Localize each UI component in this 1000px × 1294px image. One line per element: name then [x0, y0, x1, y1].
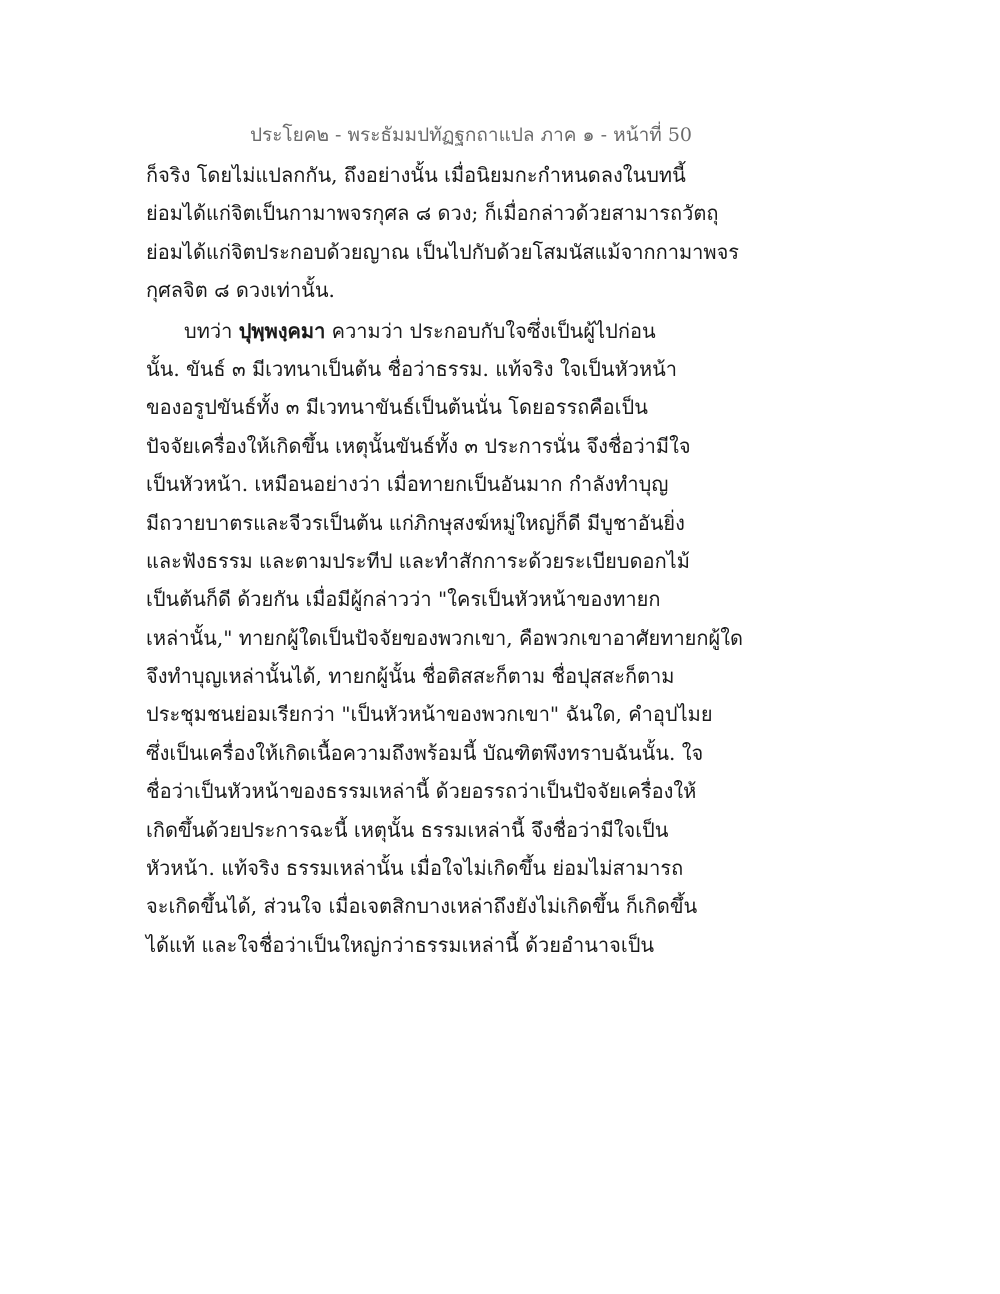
paragraph-2	[146, 312, 743, 965]
text-line: เป็นต้นก็ดี ด้วยกัน เมื่อมีผู้กล่าวว่า "ใครเป็นหัวหน้าของทายก	[146, 587, 661, 612]
text-line: ของอรูปขันธ์ทั้ง ๓ มีเวทนาขันธ์เป็นต้นนั่น โดยอรรถคือเป็น	[146, 395, 648, 420]
text-line: ปัจจัยเครื่องให้เกิดขึ้น เหตุนั้นขันธ์ทั้ง ๓ ประการนั่น จึงชื่อว่ามีใจ	[146, 433, 691, 458]
text-line: มีถวายบาตรและจีวรเป็นต้น แก่ภิกษุสงฆ์หมู่ใหญ่ก็ดี มีบูชาอันยิ่ง	[146, 510, 685, 535]
text-line: กุศลจิต ๘ ดวงเท่านั้น.	[146, 278, 335, 303]
paragraph-1	[146, 156, 740, 310]
pali-term: ปุพฺพงฺคมา	[238, 318, 326, 343]
text-line: ได้แท้ และใจชื่อว่าเป็นใหญ่กว่าธรรมเหล่านี้ ด้วยอำนาจเป็น	[146, 932, 655, 957]
text-line: หัวหน้า. แท้จริง ธรรมเหล่านั้น เมื่อใจไม่เกิดขึ้น ย่อมไม่สามารถ	[146, 856, 684, 881]
text-line: ชื่อว่าเป็นหัวหน้าของธรรมเหล่านี้ ด้วยอรรถว่าเป็นปัจจัยเครื่องให้	[146, 779, 697, 804]
text-line: ย่อมได้แก่จิตประกอบด้วยญาณ เป็นไปกับด้วยโสมนัสแม้จากกามาพจร	[146, 239, 740, 264]
body-text	[146, 156, 743, 964]
text-line: ก็จริง โดยไม่แปลกกัน, ถึงอย่างนั้น เมื่อนิยมกะกำหนดลงในบทนี้	[146, 163, 686, 187]
running-header: ประโยค๒ - พระธัมมปทัฏฐกถาแปล ภาค ๑ - หน้าที่ 50	[249, 124, 692, 146]
line-prefix: บทว่า	[184, 318, 239, 343]
text-line: จะเกิดขึ้นได้, ส่วนใจ เมื่อเจตสิกบางเหล่าถึงยังไม่เกิดขึ้น ก็เกิดขึ้น	[146, 894, 698, 919]
text-line: และฟังธรรม และตามประทีป และทำสักการะด้วยระเบียบดอกไม้	[146, 548, 690, 573]
text-line: เกิดขึ้นด้วยประการฉะนี้ เหตุนั้น ธรรมเหล่านี้ จึงชื่อว่ามีใจเป็น	[146, 817, 669, 842]
text-line: จึงทำบุญเหล่านั้นได้, ทายกผู้นั้น ชื่อติสสะก็ตาม ชื่อปุสสะก็ตาม	[146, 664, 675, 689]
text-line: นั้น. ขันธ์ ๓ มีเวทนาเป็นต้น ชื่อว่าธรรม. แท้จริง ใจเป็นหัวหน้า	[146, 356, 678, 381]
line-suffix: ความว่า ประกอบกับใจซึ่งเป็นผู้ไปก่อน	[325, 318, 656, 343]
text-line: ซึ่งเป็นเครื่องให้เกิดเนื้อความถึงพร้อมนี้ บัณฑิตพึงทราบฉันนั้น. ใจ	[146, 740, 704, 765]
text-line-first	[146, 312, 726, 350]
text-line: ย่อมได้แก่จิตเป็นกามาพจรกุศล ๘ ดวง; ก็เมื่อกล่าวด้วยสามารถวัตถุ	[146, 201, 719, 226]
text-line: เหล่านั้น," ทายกผู้ใดเป็นปัจจัยของพวกเขา, คือพวกเขาอาศัยทายกผู้ใด	[146, 625, 743, 650]
text-line: ประชุมชนย่อมเรียกว่า "เป็นหัวหน้าของพวกเขา" ฉันใด, คำอุปไมย	[146, 702, 713, 727]
text-line: เป็นหัวหน้า. เหมือนอย่างว่า เมื่อทายกเป็นอันมาก กำลังทำบุญ	[146, 472, 669, 497]
